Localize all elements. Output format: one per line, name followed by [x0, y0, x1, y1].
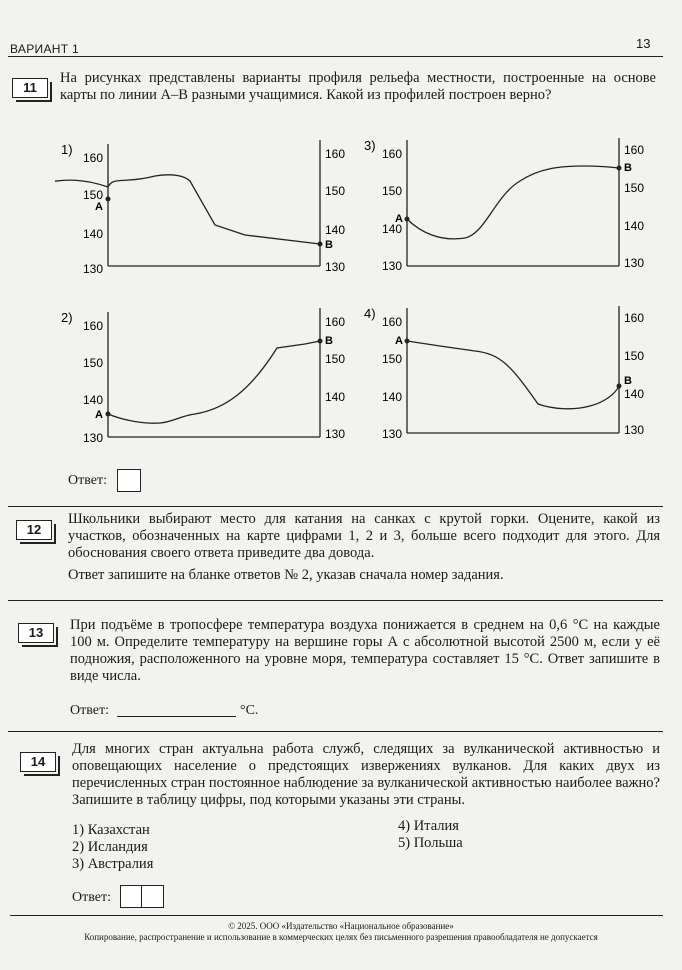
left-tick-130: 130	[382, 259, 403, 273]
point-b-label: В	[624, 375, 632, 387]
variant-label: ВАРИАНТ 1	[10, 42, 79, 56]
point-b-label: В	[624, 162, 632, 174]
right-tick-160: 160	[325, 147, 346, 161]
point-b-marker	[318, 242, 323, 247]
panel-label: 4)	[364, 306, 376, 321]
panel-label: 2)	[61, 310, 73, 325]
right-tick-160: 160	[624, 143, 645, 157]
left-tick-140: 140	[382, 390, 403, 404]
option-5: 5) Польша	[398, 835, 463, 851]
point-a-label: А	[95, 201, 103, 213]
point-b-marker	[617, 384, 622, 389]
left-tick-150: 150	[382, 184, 403, 198]
left-tick-140: 140	[382, 222, 403, 236]
right-tick-150: 150	[325, 352, 346, 366]
footer-divider	[10, 915, 663, 916]
question-number-12: 12	[16, 520, 52, 540]
option-1: 1) Казахстан	[72, 822, 150, 838]
left-tick-160: 160	[83, 319, 104, 333]
point-a-label: А	[395, 213, 403, 225]
left-tick-130: 130	[83, 431, 104, 445]
profile-panel-3	[360, 136, 670, 276]
right-tick-130: 130	[325, 427, 346, 441]
answer-box-11[interactable]	[117, 469, 141, 492]
question-11-text: На рисунках представлены варианты профиля рельефа местности, построенные на основе карты по линии А–В разными учащимися. Какой из профилей построен верно?	[60, 70, 656, 103]
panel-label: 3)	[364, 138, 376, 153]
option-3: 3) Австралия	[72, 856, 154, 872]
left-tick-150: 150	[83, 188, 104, 202]
question-number-14: 14	[20, 752, 56, 772]
divider-11-12	[8, 506, 663, 507]
right-tick-160: 160	[624, 311, 645, 325]
right-tick-140: 140	[325, 390, 346, 404]
answer-cell-14-1[interactable]	[120, 885, 143, 908]
point-b-label: В	[325, 239, 333, 251]
profile-line	[108, 341, 320, 423]
question-12-text: Школьники выбирают место для катания на санках с крутой горки. Оцените, какой из участков, обозначенных на карте цифрами 1, 2 и 3, больше всего подходит для этого. Для обоснования своего ответа приведите два довода.	[68, 511, 660, 561]
answer-field-13[interactable]	[117, 716, 236, 717]
option-2: 2) Исландия	[72, 839, 148, 855]
panel-label: 1)	[61, 142, 73, 157]
right-tick-130: 130	[624, 256, 645, 270]
footer-copyright: © 2025. ООО «Издательство «Национальное образование»	[228, 921, 454, 931]
profile-line	[407, 166, 619, 239]
left-tick-130: 130	[83, 262, 104, 276]
question-12-instruction: Ответ запишите на бланке ответов № 2, указав сначала номер задания.	[68, 567, 504, 583]
right-tick-150: 150	[624, 349, 645, 363]
answer-label-13: Ответ:	[70, 703, 109, 718]
question-14-text: Для многих стран актуальна работа служб, следящих за вулканической активностью и оповещающих население о предстоящих извержениях вулканов. Для каких двух из перечисленных стран постоянное наблюдение за вулканической активностью наиболее важно? Запишите в таблицу цифры, под которыми указаны эти страны.	[72, 741, 660, 808]
right-tick-130: 130	[624, 423, 645, 437]
right-tick-160: 160	[325, 315, 346, 329]
option-4: 4) Италия	[398, 818, 459, 834]
profile-panel-1	[55, 138, 365, 278]
profile-line	[407, 341, 619, 409]
page-number: 13	[636, 36, 651, 51]
profile-panel-2	[55, 306, 365, 448]
left-tick-140: 140	[83, 227, 104, 241]
point-a-marker	[405, 217, 410, 222]
question-13-text: При подъёме в тропосфере температура воздуха понижается в среднем на 0,6 °С на каждые 100 м. Определите температуру на вершине горы А с абсолютной высотой 2500 м, если у её подножия, расположенного на уровне моря, температура составляет 15 °С. Ответ запишите в виде числа.	[70, 617, 660, 684]
right-tick-140: 140	[325, 223, 346, 237]
left-tick-160: 160	[382, 147, 403, 161]
point-a-label: А	[395, 335, 403, 347]
point-b-label: В	[325, 335, 333, 347]
point-b-marker	[318, 339, 323, 344]
profile-panel-4	[360, 304, 670, 446]
footer-notice: Копирование, распространение и использование в коммерческих целях без письменного разрешения правообладателя не допускается	[84, 932, 598, 942]
header-divider	[8, 56, 663, 57]
answer-label-14: Ответ:	[72, 890, 111, 905]
question-number-11: 11	[12, 78, 48, 98]
left-tick-140: 140	[83, 393, 104, 407]
right-tick-130: 130	[325, 260, 346, 274]
point-a-marker	[106, 412, 111, 417]
left-tick-130: 130	[382, 427, 403, 441]
left-tick-150: 150	[83, 356, 104, 370]
point-a-marker	[106, 197, 111, 202]
divider-12-13	[8, 600, 663, 601]
answer-cell-14-2[interactable]	[141, 885, 164, 908]
right-tick-140: 140	[624, 219, 645, 233]
answer-unit-13: °С.	[240, 703, 259, 718]
right-tick-150: 150	[624, 181, 645, 195]
right-tick-140: 140	[624, 387, 645, 401]
question-number-13: 13	[18, 623, 54, 643]
right-tick-150: 150	[325, 184, 346, 198]
divider-13-14	[8, 731, 663, 732]
answer-label-11: Ответ:	[68, 473, 107, 488]
left-tick-150: 150	[382, 352, 403, 366]
left-tick-160: 160	[382, 315, 403, 329]
point-b-marker	[617, 166, 622, 171]
point-a-marker	[405, 339, 410, 344]
left-tick-160: 160	[83, 151, 104, 165]
point-a-label: А	[95, 409, 103, 421]
